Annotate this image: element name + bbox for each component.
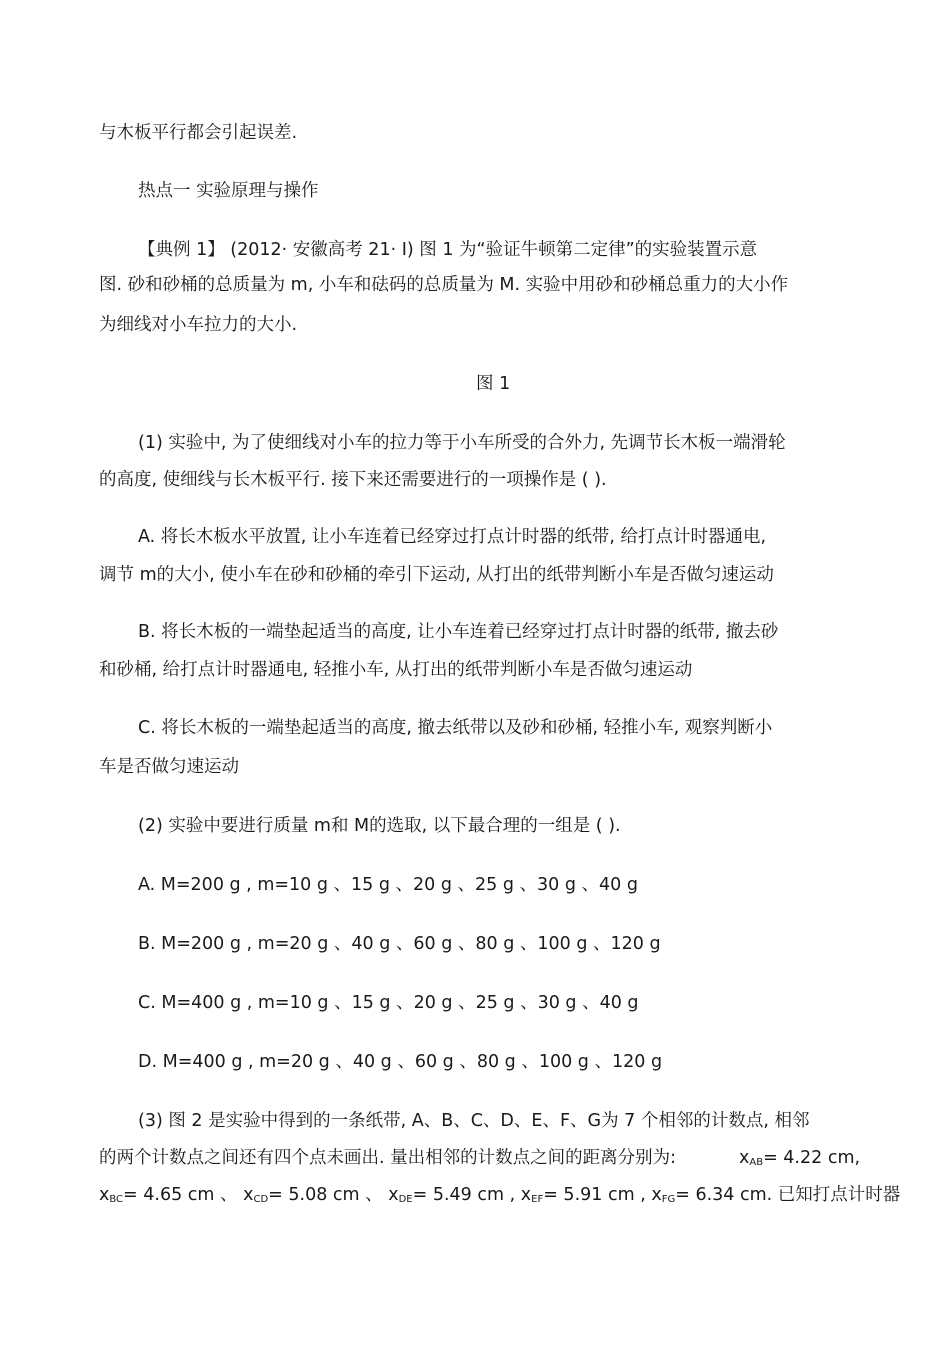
question-line: (2) 实验中要进行质量 m和 M的选取, 以下最合理的一组是 ( ). <box>138 816 621 836</box>
question-line: (1) 实验中, 为了使细线对小车的拉力等于小车所受的合外力, 先调节长木板一端滑轮 <box>138 433 786 453</box>
option-line: C. M=400 g , m=10 g 、15 g 、20 g 、25 g 、30 g 、40 g <box>138 993 639 1013</box>
measurements-line: $x_{BC}= 4.65$ cm 、 $x_{CD}= 5.08$ cm 、 $x_{DE}= 5.49$ cm , $x_{EF}= 5.91$ cm , $x_{FG}= 6.34$ cm. 已知打点计时器 <box>99 1185 901 1205</box>
option-line: A. 将长木板水平放置, 让小车连着已经穿过打点计时器的纸带, 给打点计时器通电, <box>138 527 767 547</box>
question-line: (3) 图 2 是实验中得到的一条纸带, A、B、C、D、E、F、G为 7 个相邻的计数点, 相邻 <box>138 1111 810 1131</box>
option-line: C. 将长木板的一端垫起适当的高度, 撤去纸带以及砂和砂桶, 轻推小车, 观察判断小 <box>138 718 773 738</box>
option-line: D. M=400 g , m=20 g 、40 g 、60 g 、80 g 、100 g 、120 g <box>138 1052 663 1072</box>
option-line: B. M=200 g , m=20 g 、40 g 、60 g 、80 g 、100 g 、120 g <box>138 934 661 954</box>
figure-caption: 图 1 <box>476 374 511 394</box>
text-line: 的高度, 使细线与长木板平行. 接下来还需要进行的一项操作是 ( ). <box>99 470 607 490</box>
text-line: 和砂桶, 给打点计时器通电, 轻推小车, 从打出的纸带判断小车是否做匀速运动 <box>99 660 693 680</box>
text-line: 调节 m的大小, 使小车在砂和砂桶的牵引下运动, 从打出的纸带判断小车是否做匀速运动 <box>99 565 774 585</box>
text-line: 与木板平行都会引起误差. <box>99 123 298 143</box>
text-line: 车是否做匀速运动 <box>99 757 239 777</box>
text-line: 为细线对小车拉力的大小. <box>99 315 298 335</box>
option-line: B. 将长木板的一端垫起适当的高度, 让小车连着已经穿过打点计时器的纸带, 撤去砂 <box>138 622 779 642</box>
section-heading: 热点一 实验原理与操作 <box>138 181 319 201</box>
text-line: 的两个计数点之间还有四个点未画出. 量出相邻的计数点之间的距离分别为: <box>99 1148 677 1168</box>
example-heading-line: 【典例 1】 (2012· 安徽高考 21· Ⅰ) 图 1 为“验证牛顿第二定律”的实验装置示意 <box>138 240 758 260</box>
measurement-ab: $x_{AB}= 4.22$ cm, <box>739 1148 861 1168</box>
option-line: A. M=200 g , m=10 g 、15 g 、20 g 、25 g 、30 g 、40 g <box>138 875 638 895</box>
text-line: 图. 砂和砂桶的总质量为 m, 小车和砝码的总质量为 M. 实验中用砂和砂桶总重力的大小作 <box>99 275 789 295</box>
